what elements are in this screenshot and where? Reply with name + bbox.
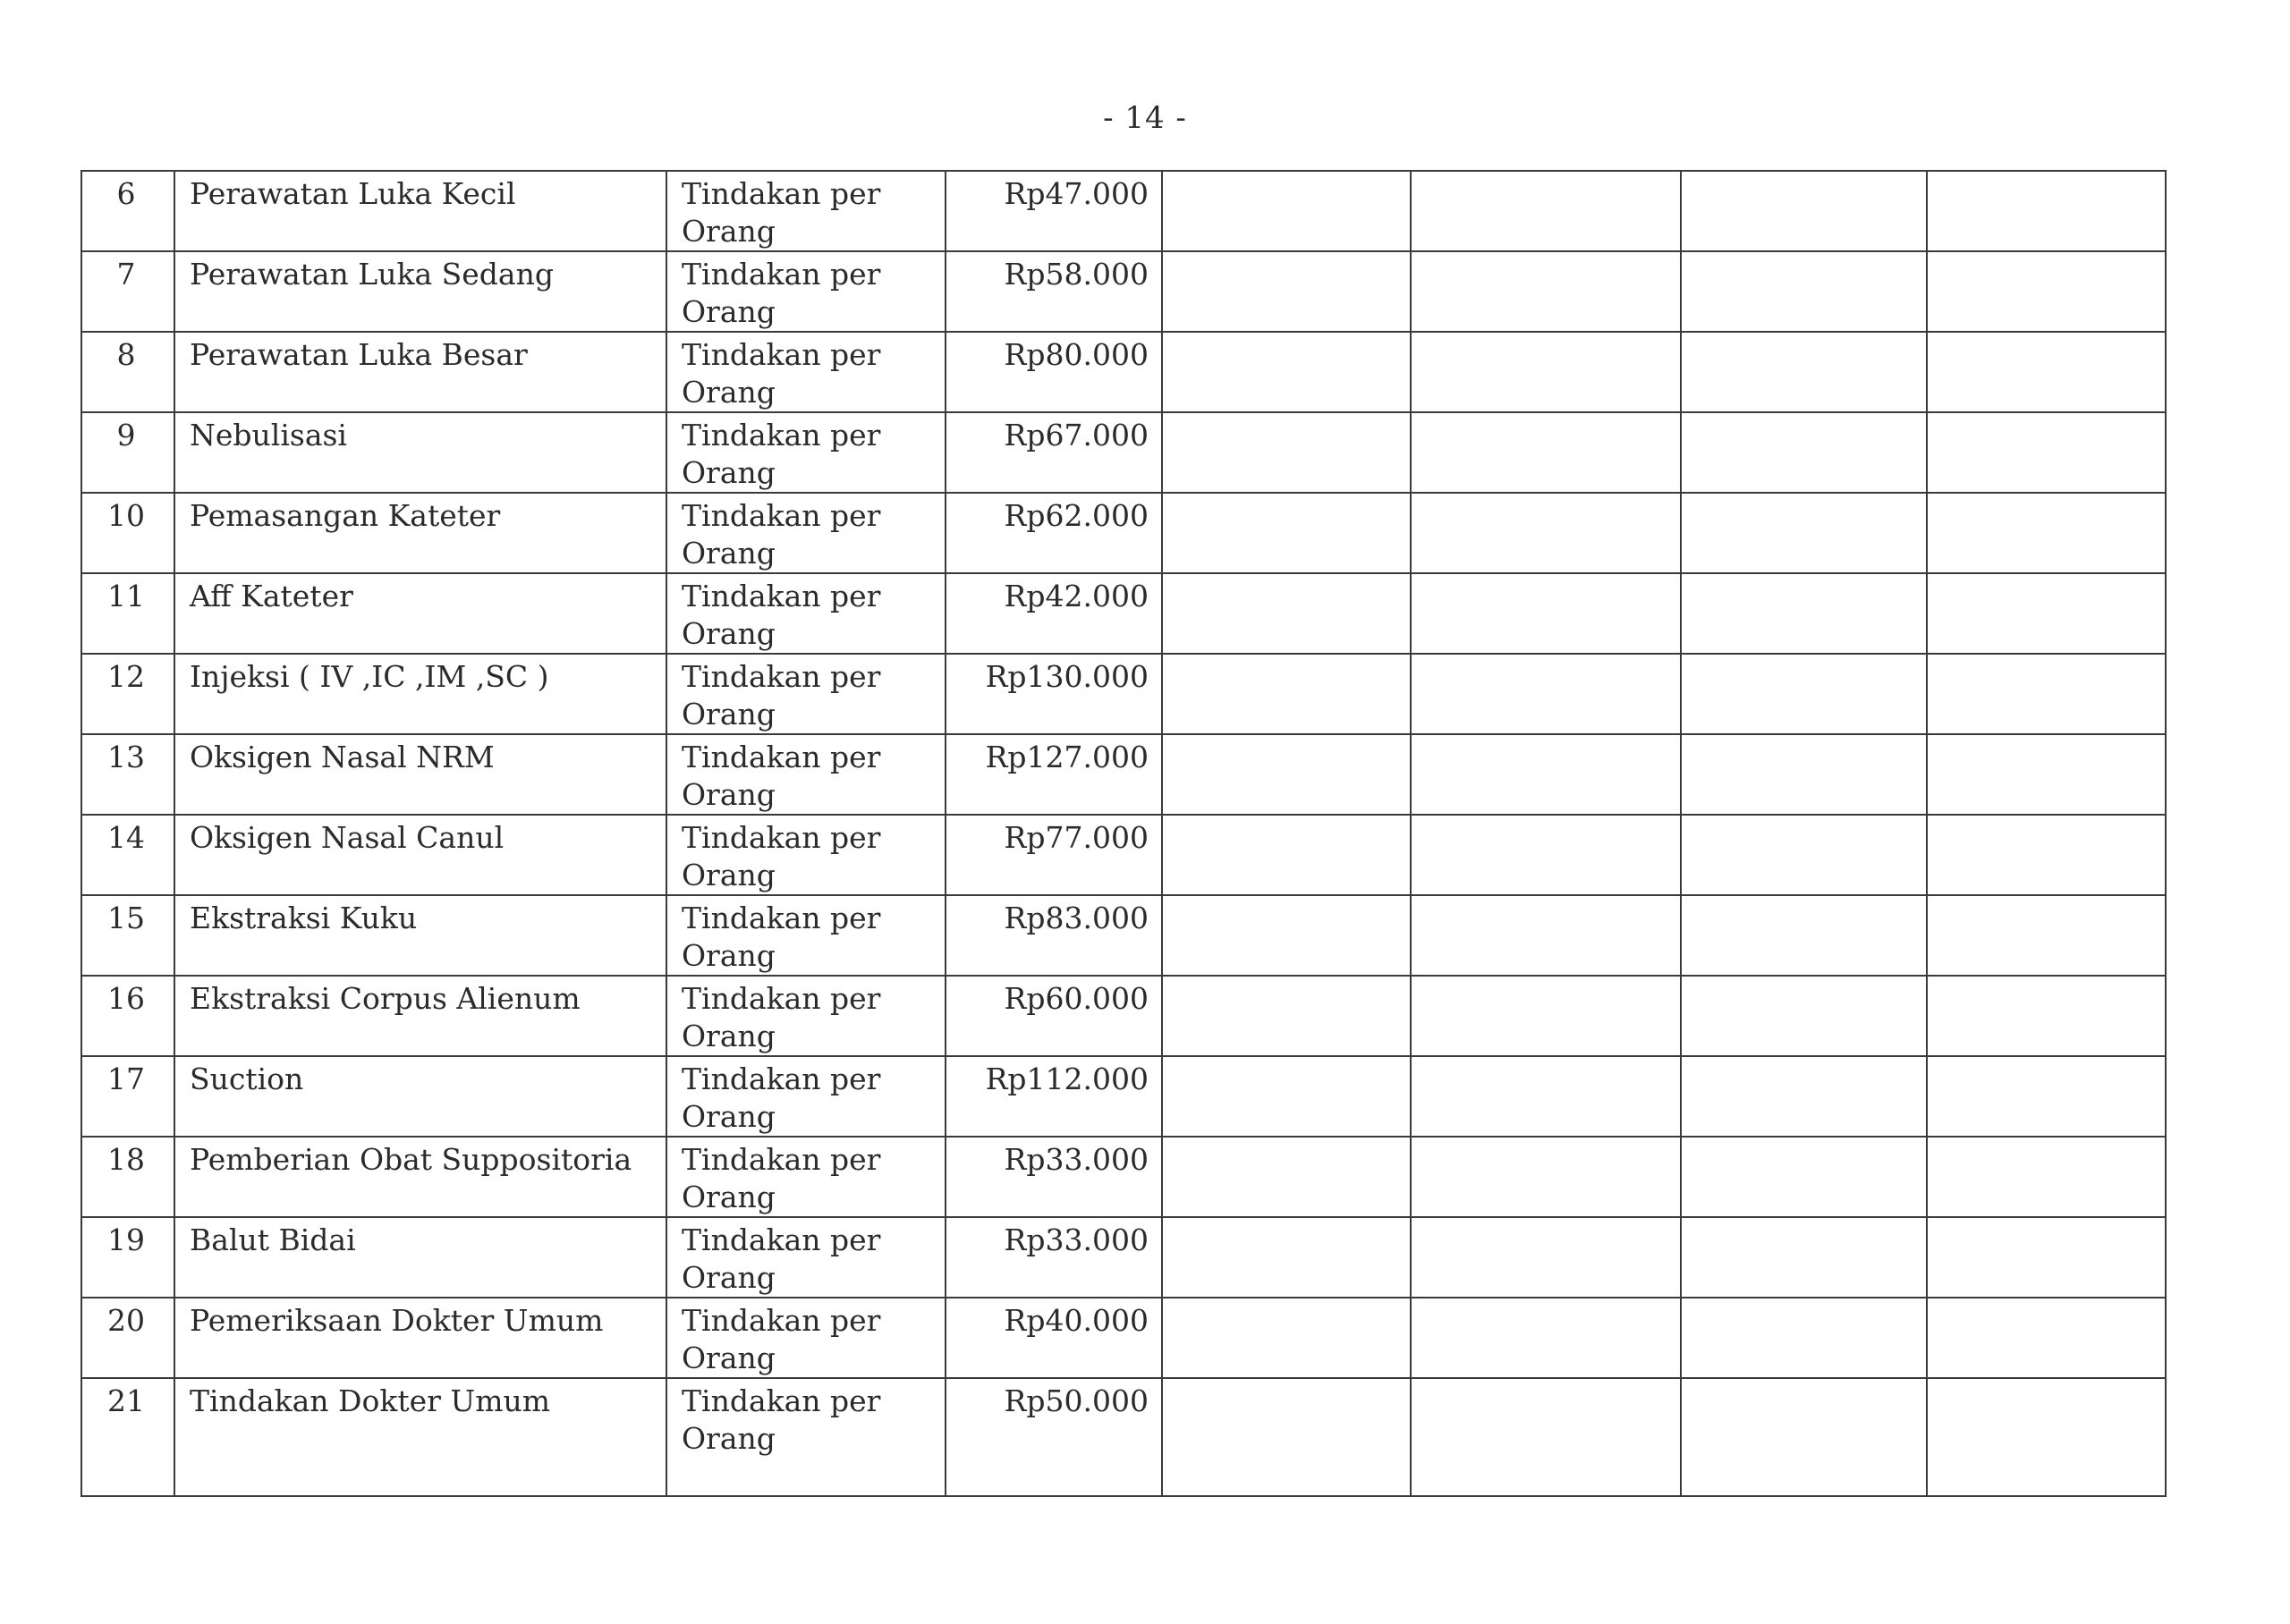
empty-cell xyxy=(1927,1298,2166,1378)
table-row xyxy=(81,1298,2166,1378)
unit-cell xyxy=(666,734,946,815)
empty-cell xyxy=(1681,815,1927,895)
table-row xyxy=(81,895,2166,976)
unit-cell xyxy=(666,332,946,412)
row-number-cell: 14 xyxy=(81,815,174,895)
service-name-cell: Nebulisasi xyxy=(174,412,666,493)
table-row xyxy=(81,251,2166,332)
price-cell: Rp50.000 xyxy=(946,1378,1162,1496)
unit-line-2: Orang xyxy=(682,214,776,249)
unit-line-2: Orang xyxy=(682,1341,776,1375)
service-name-cell: Perawatan Luka Kecil xyxy=(174,171,666,251)
unit-line-1: Tindakan per xyxy=(682,901,881,935)
empty-cell xyxy=(1927,1137,2166,1217)
empty-cell xyxy=(1681,251,1927,332)
unit-line-2: Orang xyxy=(682,777,776,812)
unit-line-1: Tindakan per xyxy=(682,1222,881,1257)
price-cell: Rp33.000 xyxy=(946,1217,1162,1298)
tariff-table xyxy=(81,170,2167,1497)
empty-cell xyxy=(1927,573,2166,654)
row-number-cell: 19 xyxy=(81,1217,174,1298)
empty-cell xyxy=(1927,976,2166,1056)
empty-cell xyxy=(1162,1137,1411,1217)
empty-cell xyxy=(1411,1137,1681,1217)
empty-cell xyxy=(1681,493,1927,573)
row-number-cell: 15 xyxy=(81,895,174,976)
row-number-cell: 13 xyxy=(81,734,174,815)
price-cell: Rp40.000 xyxy=(946,1298,1162,1378)
empty-cell xyxy=(1411,976,1681,1056)
empty-cell xyxy=(1681,573,1927,654)
row-number-cell: 8 xyxy=(81,332,174,412)
price-cell: Rp130.000 xyxy=(946,654,1162,734)
empty-cell xyxy=(1162,1217,1411,1298)
price-cell: Rp33.000 xyxy=(946,1137,1162,1217)
price-cell: Rp62.000 xyxy=(946,493,1162,573)
row-number-cell: 12 xyxy=(81,654,174,734)
row-number-cell: 6 xyxy=(81,171,174,251)
unit-cell xyxy=(666,412,946,493)
empty-cell xyxy=(1681,1137,1927,1217)
empty-cell xyxy=(1411,171,1681,251)
empty-cell xyxy=(1927,815,2166,895)
unit-cell xyxy=(666,815,946,895)
unit-line-1: Tindakan per xyxy=(682,257,881,292)
empty-cell xyxy=(1162,1298,1411,1378)
empty-cell xyxy=(1411,1056,1681,1137)
unit-cell xyxy=(666,1056,946,1137)
table-row xyxy=(81,412,2166,493)
row-number-cell: 9 xyxy=(81,412,174,493)
unit-cell xyxy=(666,251,946,332)
empty-cell xyxy=(1927,1217,2166,1298)
empty-cell xyxy=(1411,251,1681,332)
unit-line-2: Orang xyxy=(682,536,776,571)
empty-cell xyxy=(1927,171,2166,251)
empty-cell xyxy=(1162,815,1411,895)
empty-cell xyxy=(1411,573,1681,654)
unit-line-1: Tindakan per xyxy=(682,337,881,372)
empty-cell xyxy=(1681,171,1927,251)
empty-cell xyxy=(1681,976,1927,1056)
empty-cell xyxy=(1162,654,1411,734)
unit-line-2: Orang xyxy=(682,1180,776,1214)
unit-line-1: Tindakan per xyxy=(682,1383,881,1418)
unit-line-2: Orang xyxy=(682,616,776,651)
row-number-cell: 10 xyxy=(81,493,174,573)
row-number-cell: 7 xyxy=(81,251,174,332)
unit-line-1: Tindakan per xyxy=(682,176,881,211)
service-name-cell: Tindakan Dokter Umum xyxy=(174,1378,666,1496)
empty-cell xyxy=(1162,734,1411,815)
service-name-cell: Perawatan Luka Sedang xyxy=(174,251,666,332)
unit-line-2: Orang xyxy=(682,294,776,329)
unit-cell xyxy=(666,895,946,976)
service-name-cell: Oksigen Nasal Canul xyxy=(174,815,666,895)
empty-cell xyxy=(1411,1298,1681,1378)
unit-line-2: Orang xyxy=(682,1421,776,1456)
empty-cell xyxy=(1162,493,1411,573)
service-name-cell: Aff Kateter xyxy=(174,573,666,654)
empty-cell xyxy=(1681,412,1927,493)
empty-cell xyxy=(1162,171,1411,251)
table-row xyxy=(81,171,2166,251)
unit-line-1: Tindakan per xyxy=(682,1303,881,1338)
unit-line-2: Orang xyxy=(682,697,776,732)
price-cell: Rp67.000 xyxy=(946,412,1162,493)
service-name-cell: Pemeriksaan Dokter Umum xyxy=(174,1298,666,1378)
empty-cell xyxy=(1411,332,1681,412)
service-name-cell: Ekstraksi Corpus Alienum xyxy=(174,976,666,1056)
unit-line-1: Tindakan per xyxy=(682,579,881,613)
table-row xyxy=(81,734,2166,815)
empty-cell xyxy=(1927,1056,2166,1137)
row-number-cell: 18 xyxy=(81,1137,174,1217)
table-row xyxy=(81,332,2166,412)
unit-cell xyxy=(666,1378,946,1496)
table-row xyxy=(81,1137,2166,1217)
unit-line-1: Tindakan per xyxy=(682,820,881,855)
unit-cell xyxy=(666,573,946,654)
service-name-cell: Oksigen Nasal NRM xyxy=(174,734,666,815)
empty-cell xyxy=(1681,895,1927,976)
unit-line-1: Tindakan per xyxy=(682,1142,881,1177)
price-cell: Rp47.000 xyxy=(946,171,1162,251)
price-cell: Rp80.000 xyxy=(946,332,1162,412)
price-cell: Rp58.000 xyxy=(946,251,1162,332)
empty-cell xyxy=(1411,815,1681,895)
service-name-cell: Balut Bidai xyxy=(174,1217,666,1298)
service-name-cell: Suction xyxy=(174,1056,666,1137)
table-row xyxy=(81,1056,2166,1137)
empty-cell xyxy=(1681,734,1927,815)
service-name-cell: Ekstraksi Kuku xyxy=(174,895,666,976)
price-cell: Rp42.000 xyxy=(946,573,1162,654)
table-row xyxy=(81,815,2166,895)
unit-cell xyxy=(666,1298,946,1378)
empty-cell xyxy=(1681,1298,1927,1378)
unit-cell xyxy=(666,654,946,734)
row-number-cell: 17 xyxy=(81,1056,174,1137)
empty-cell xyxy=(1927,332,2166,412)
unit-line-2: Orang xyxy=(682,1099,776,1134)
unit-line-1: Tindakan per xyxy=(682,981,881,1016)
unit-line-1: Tindakan per xyxy=(682,1062,881,1096)
service-name-cell: Pemasangan Kateter xyxy=(174,493,666,573)
row-number-cell: 20 xyxy=(81,1298,174,1378)
empty-cell xyxy=(1411,493,1681,573)
price-cell: Rp83.000 xyxy=(946,895,1162,976)
unit-line-2: Orang xyxy=(682,858,776,892)
empty-cell xyxy=(1162,251,1411,332)
empty-cell xyxy=(1927,412,2166,493)
unit-line-2: Orang xyxy=(682,1260,776,1295)
empty-cell xyxy=(1411,734,1681,815)
service-name-cell: Pemberian Obat Suppositoria xyxy=(174,1137,666,1217)
empty-cell xyxy=(1927,1378,2166,1496)
price-cell: Rp77.000 xyxy=(946,815,1162,895)
service-name-cell: Injeksi ( IV ,IC ,IM ,SC ) xyxy=(174,654,666,734)
empty-cell xyxy=(1681,1378,1927,1496)
empty-cell xyxy=(1681,1217,1927,1298)
price-cell: Rp127.000 xyxy=(946,734,1162,815)
price-cell: Rp112.000 xyxy=(946,1056,1162,1137)
empty-cell xyxy=(1927,734,2166,815)
unit-line-1: Tindakan per xyxy=(682,498,881,533)
unit-line-1: Tindakan per xyxy=(682,740,881,774)
empty-cell xyxy=(1162,1056,1411,1137)
empty-cell xyxy=(1162,332,1411,412)
empty-cell xyxy=(1411,895,1681,976)
unit-cell xyxy=(666,171,946,251)
table-row xyxy=(81,1217,2166,1298)
row-number-cell: 16 xyxy=(81,976,174,1056)
empty-cell xyxy=(1162,412,1411,493)
empty-cell xyxy=(1162,1378,1411,1496)
unit-line-2: Orang xyxy=(682,1019,776,1053)
unit-line-1: Tindakan per xyxy=(682,418,881,453)
unit-line-2: Orang xyxy=(682,375,776,410)
empty-cell xyxy=(1927,895,2166,976)
page-number: - 14 - xyxy=(1103,100,1187,136)
table-row xyxy=(81,976,2166,1056)
empty-cell xyxy=(1411,412,1681,493)
empty-cell xyxy=(1162,895,1411,976)
empty-cell xyxy=(1681,1056,1927,1137)
unit-cell xyxy=(666,976,946,1056)
empty-cell xyxy=(1927,654,2166,734)
empty-cell xyxy=(1411,1217,1681,1298)
table-row xyxy=(81,654,2166,734)
row-number-cell: 11 xyxy=(81,573,174,654)
empty-cell xyxy=(1411,1378,1681,1496)
unit-cell xyxy=(666,1137,946,1217)
unit-line-1: Tindakan per xyxy=(682,659,881,694)
empty-cell xyxy=(1681,654,1927,734)
empty-cell xyxy=(1681,332,1927,412)
empty-cell xyxy=(1162,976,1411,1056)
row-number-cell: 21 xyxy=(81,1378,174,1496)
table-row xyxy=(81,1378,2166,1496)
unit-cell xyxy=(666,493,946,573)
unit-line-2: Orang xyxy=(682,455,776,490)
table-row xyxy=(81,573,2166,654)
unit-cell xyxy=(666,1217,946,1298)
service-name-cell: Perawatan Luka Besar xyxy=(174,332,666,412)
price-cell: Rp60.000 xyxy=(946,976,1162,1056)
unit-line-2: Orang xyxy=(682,938,776,973)
empty-cell xyxy=(1927,251,2166,332)
empty-cell xyxy=(1162,573,1411,654)
empty-cell xyxy=(1411,654,1681,734)
empty-cell xyxy=(1927,493,2166,573)
table-row xyxy=(81,493,2166,573)
